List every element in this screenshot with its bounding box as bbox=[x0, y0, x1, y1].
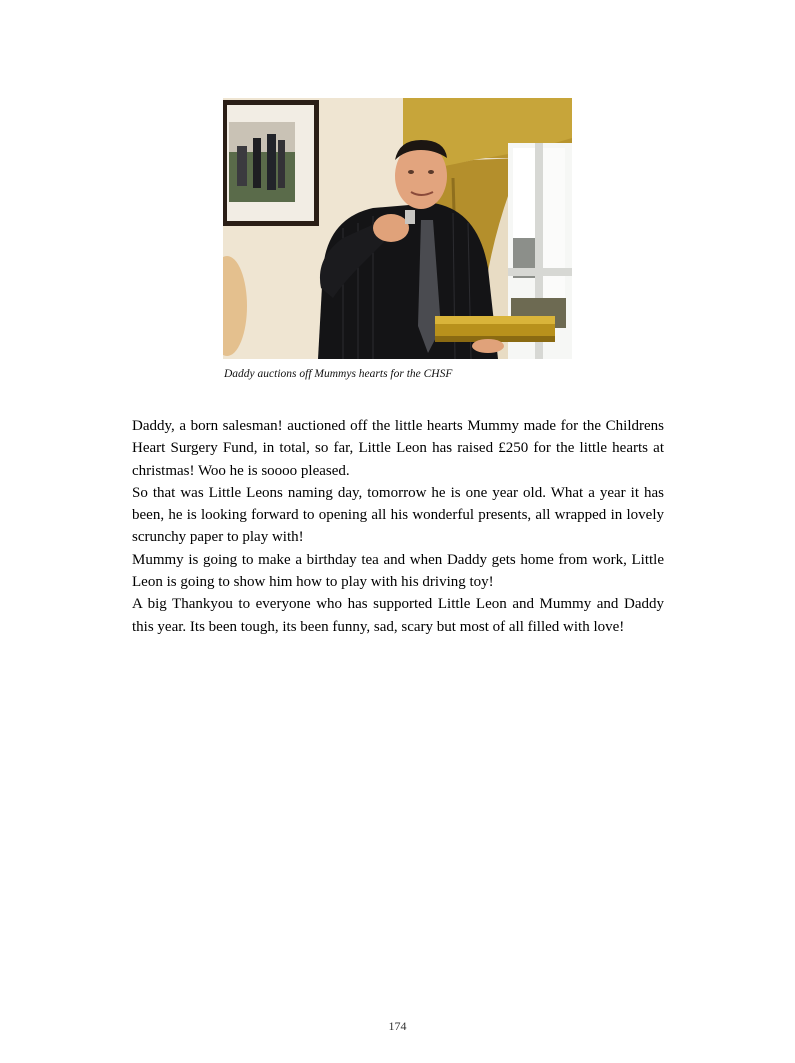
paragraph: Daddy, a born salesman! auctioned off the little hearts Mummy made for the Childrens Heart Surgery Fund, in total, so far, Little Leon has raised £250 for the little hearts at christmas! Woo he is soooo pleased. bbox=[132, 418, 664, 479]
paragraph: Mummy is going to make a birthday tea and when Daddy gets home from work, Little Leon is going to show him how to play with his driving toy! bbox=[132, 551, 664, 591]
body-text bbox=[132, 415, 664, 638]
photo-caption: Daddy auctions off Mummys hearts for the CHSF bbox=[224, 368, 453, 380]
photo-man-auction bbox=[223, 98, 572, 359]
paragraph: A big Thankyou to everyone who has supported Little Leon and Mummy and Daddy this year. Its been tough, its been funny, sad, scary but most of all filled with love! bbox=[132, 596, 664, 635]
paragraph: So that was Little Leons naming day, tomorrow he is one year old. What a year it has been, he is looking forward to opening all his wonderful presents, all wrapped in lovely scrunchy paper to play with! bbox=[132, 484, 664, 546]
page-number: 174 bbox=[388, 1019, 407, 1033]
